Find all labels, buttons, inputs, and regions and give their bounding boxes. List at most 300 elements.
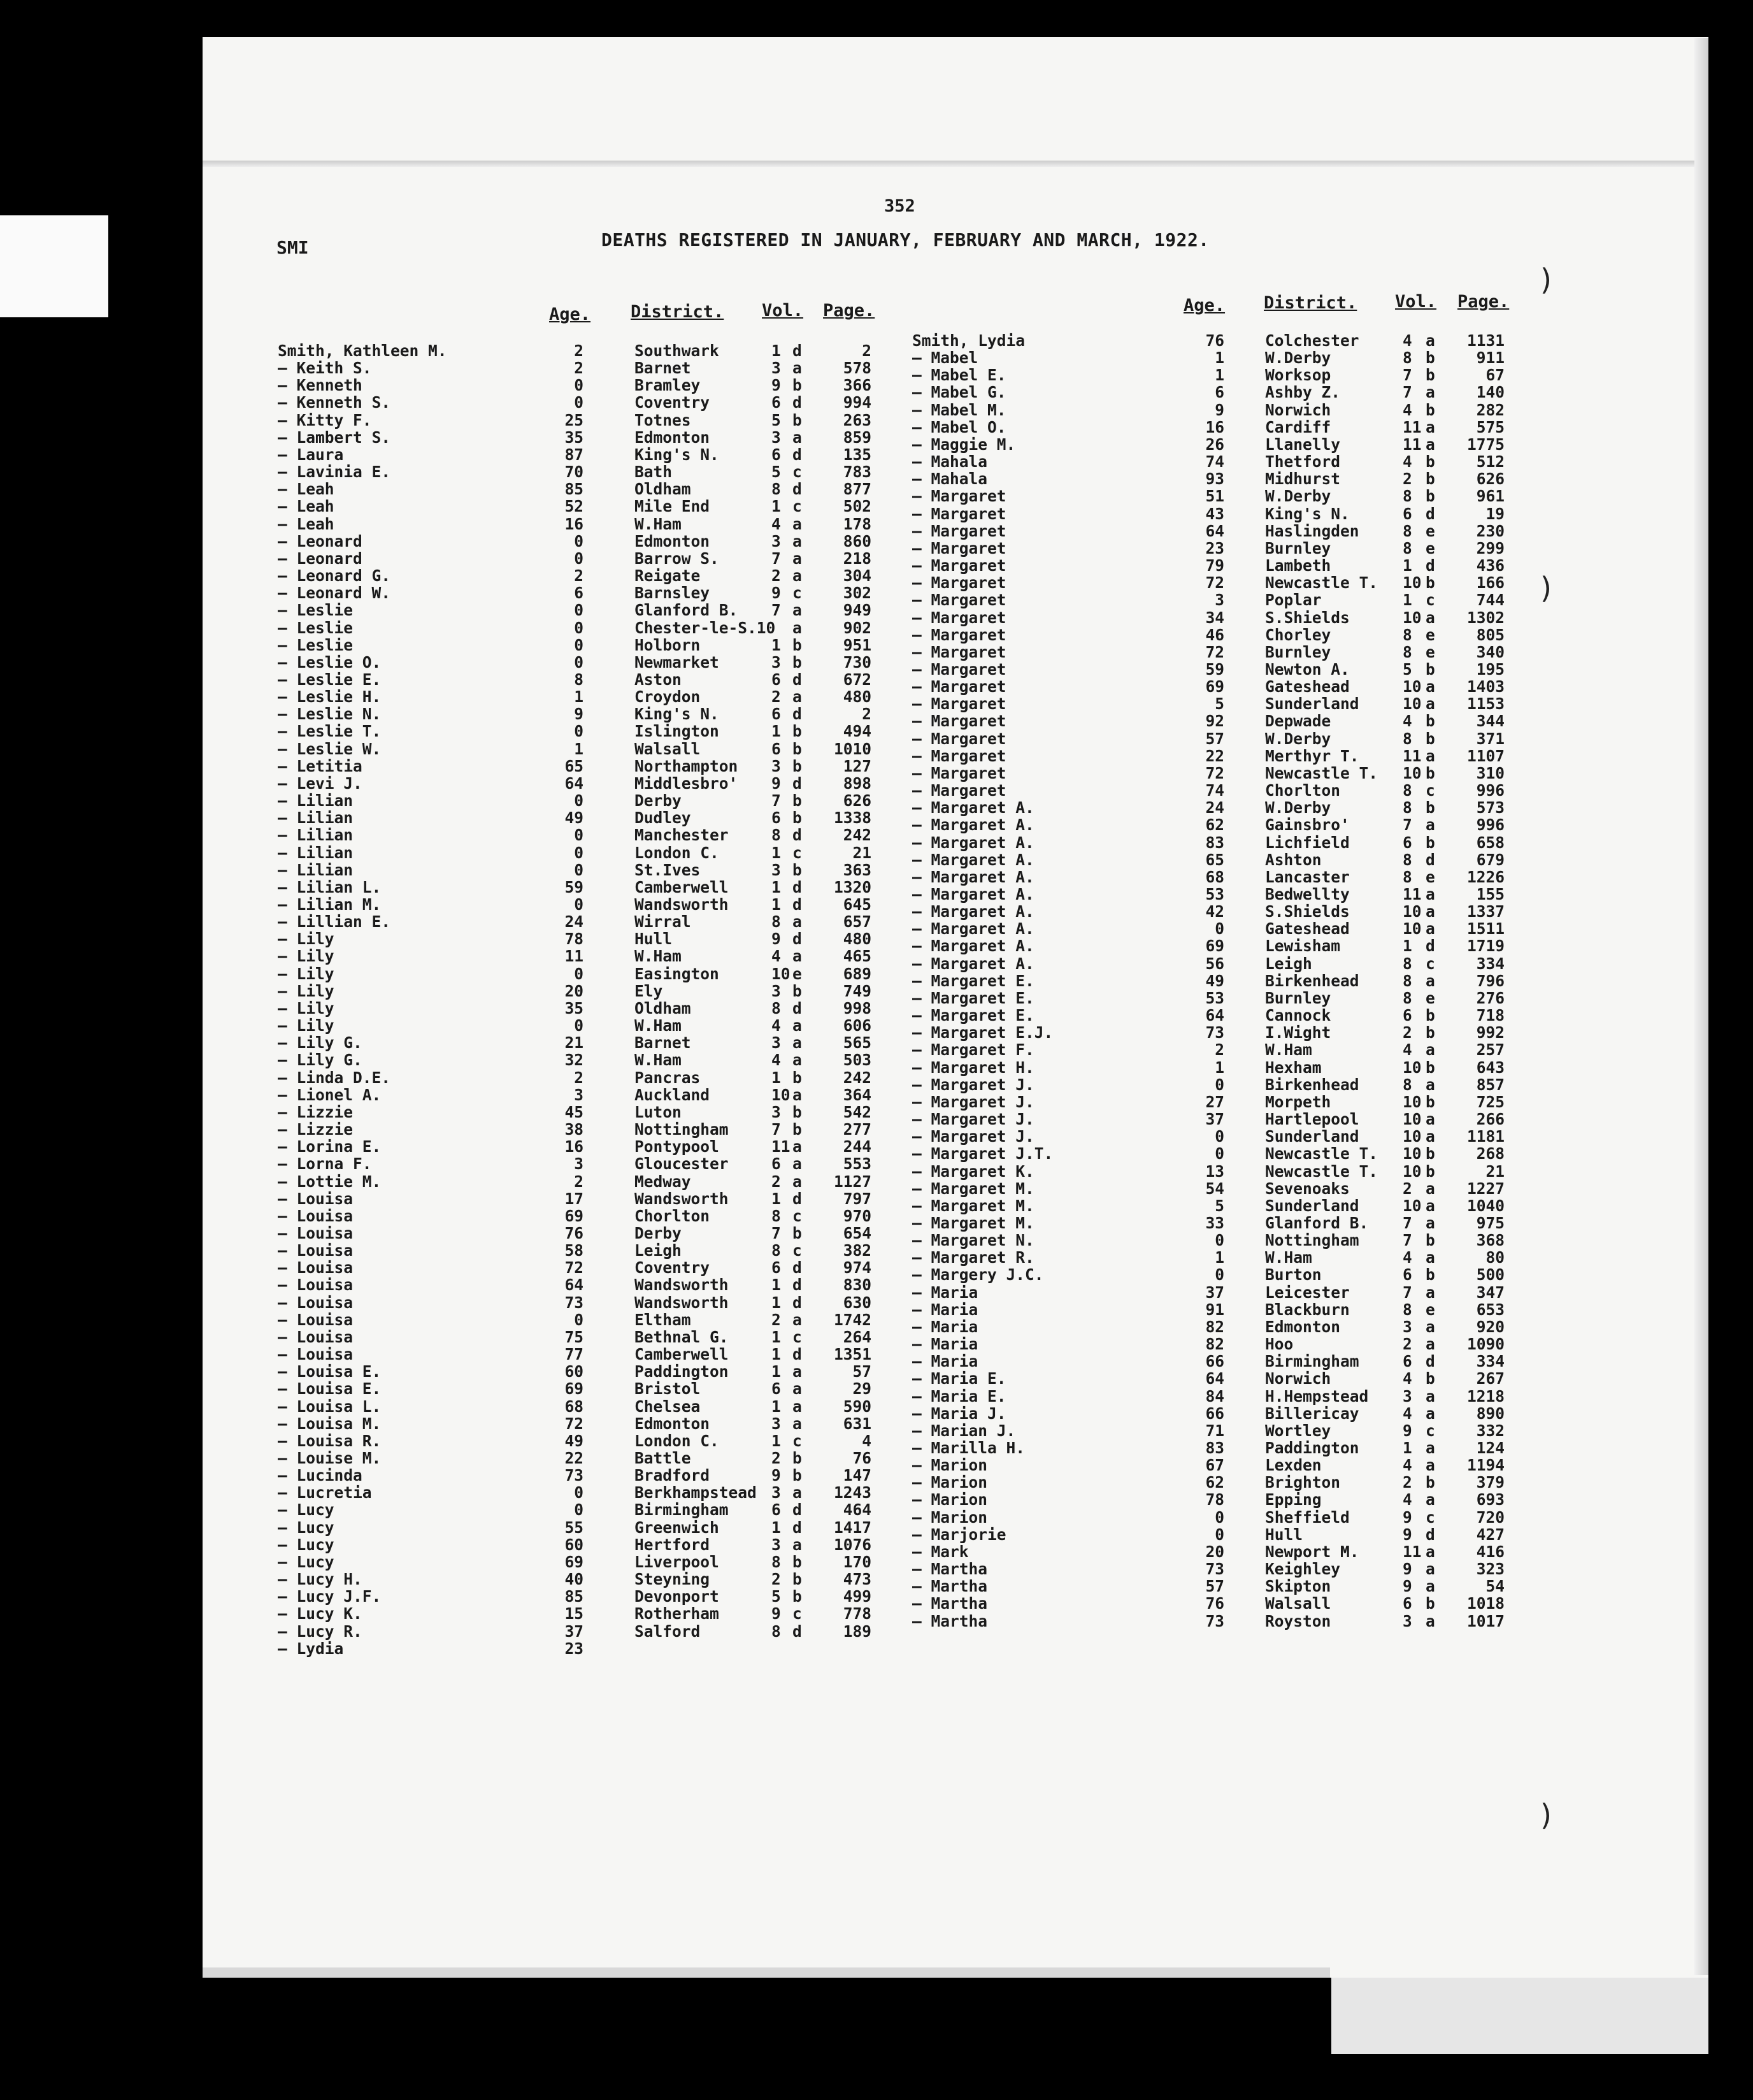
entry-page: 643 (1476, 1058, 1505, 1077)
entry-volx: b (1426, 487, 1435, 506)
entry-name: — Leah (278, 480, 334, 499)
entry-vol: 8 (771, 998, 781, 1018)
entry-name: — Mabel G. (912, 383, 1006, 402)
right-header-page: Page. (1457, 292, 1510, 312)
entry-age: 72 (1205, 642, 1224, 661)
entry-page: 590 (843, 1397, 871, 1416)
entry-age: 55 (564, 1518, 583, 1537)
entry-name: — Leslie W. (278, 739, 382, 758)
entry-age: 0 (1215, 919, 1224, 939)
entry-name: — Margaret (912, 504, 1006, 523)
entry-age: 70 (564, 463, 583, 482)
entry-page: 1403 (1466, 677, 1505, 696)
entry-vol: 9 (771, 1604, 781, 1623)
entry-vol: 7 (1403, 1213, 1412, 1232)
entry-volx: a (1426, 971, 1435, 990)
entry-district: Edmonton (634, 428, 710, 447)
entry-vol: 7 (771, 601, 781, 620)
entry-district: Burton (1265, 1265, 1322, 1284)
entry-vol: 10 (1403, 902, 1422, 921)
entry-vol: 4 (1403, 1404, 1412, 1423)
entry-district: Aston (634, 670, 682, 689)
entry-name: — Margaret (912, 487, 1006, 506)
entry-vol: 7 (1403, 1231, 1412, 1250)
entry-district: Mile End (634, 497, 710, 516)
entry-district: Colchester (1265, 331, 1359, 350)
entry-volx: a (1426, 746, 1435, 765)
entry-name: — Martha (912, 1611, 988, 1630)
entry-vol: 1 (771, 895, 781, 914)
entry-volx: a (1426, 1317, 1435, 1336)
entry-name: — Leslie O. (278, 652, 382, 672)
entry-name: — Louisa E. (278, 1362, 382, 1381)
entry-volx: b (792, 1570, 802, 1589)
entry-vol: 10 (1403, 677, 1422, 696)
entry-page: 323 (1476, 1560, 1505, 1579)
entry-volx: a (792, 1085, 802, 1104)
entry-district: Norwich (1265, 400, 1331, 419)
entry-district: Burnley (1265, 988, 1331, 1007)
entry-volx: e (1426, 625, 1435, 644)
entry-page: 4 (862, 1431, 871, 1450)
entry-age: 56 (1205, 954, 1224, 973)
entry-age: 1 (1215, 366, 1224, 385)
entry-age: 8 (574, 670, 583, 689)
entry-age: 76 (1205, 331, 1224, 350)
entry-vol: 8 (771, 480, 781, 499)
entry-vol: 2 (771, 1449, 781, 1467)
entry-page: 124 (1476, 1439, 1505, 1457)
entry-volx: b (1426, 729, 1435, 748)
entry-volx: b (1426, 452, 1435, 471)
entry-page: 1010 (833, 739, 871, 758)
entry-vol: 6 (771, 670, 781, 689)
entry-volx: a (792, 1310, 802, 1329)
entry-page: 464 (843, 1500, 871, 1520)
entry-volx: b (792, 981, 802, 1000)
entry-page: 725 (1476, 1092, 1505, 1111)
entry-vol: 3 (771, 359, 781, 378)
entry-name: — Margaret (912, 659, 1006, 679)
entry-vol: 11 (1403, 746, 1422, 765)
entry-age: 49 (564, 809, 583, 828)
entry-name: — Louise M. (278, 1449, 382, 1467)
entry-page: 860 (843, 531, 871, 550)
entry-age: 59 (1205, 659, 1224, 679)
entry-name: — Lorina E. (278, 1137, 382, 1156)
entry-page: 783 (843, 463, 871, 482)
punch-hole-mark: ) (1540, 262, 1552, 297)
entry-page: 499 (843, 1587, 871, 1606)
entry-volx: b (792, 1552, 802, 1571)
entry-volx: d (792, 342, 802, 360)
entry-age: 69 (1205, 937, 1224, 956)
entry-name: — Maria (912, 1283, 978, 1302)
entry-volx: a (1426, 383, 1435, 402)
entry-age: 0 (1215, 1144, 1224, 1163)
entry-name: Smith, Kathleen M. (278, 342, 447, 360)
entry-page: 436 (1476, 556, 1505, 575)
entry-volx: a (1426, 1283, 1435, 1302)
entry-page: 998 (843, 998, 871, 1018)
entry-volx: a (792, 566, 802, 586)
entry-vol: 8 (771, 826, 781, 845)
entry-name: — Lily (278, 1016, 334, 1035)
entry-age: 93 (1205, 470, 1224, 489)
entry-age: 0 (574, 601, 583, 620)
entry-vol: 8 (1403, 971, 1412, 990)
entry-vol: 6 (771, 393, 781, 412)
entry-volx: a (1426, 1213, 1435, 1232)
entry-district: Reigate (634, 566, 701, 586)
entry-page: 2 (862, 342, 871, 360)
entry-page: 951 (843, 635, 871, 654)
entry-age: 25 (564, 410, 583, 429)
entry-volx: b (792, 739, 802, 758)
entry-volx: b (1426, 366, 1435, 385)
entry-vol: 8 (1403, 625, 1412, 644)
entry-district: Norwich (1265, 1369, 1331, 1388)
entry-vol: 4 (771, 514, 781, 533)
entry-district: Oldham (634, 998, 691, 1018)
entry-name: — Lizzie (278, 1120, 354, 1139)
entry-name: — Margaret E. (912, 1006, 1034, 1025)
entry-age: 57 (1205, 729, 1224, 748)
entry-vol: 11 (1403, 885, 1422, 903)
entry-page: 1351 (833, 1345, 871, 1364)
entry-vol: 11 (1403, 435, 1422, 454)
entry-district: Islington (634, 722, 719, 741)
entry-volx: a (792, 1414, 802, 1433)
entry-page: 657 (843, 912, 871, 931)
entry-name: Smith, Lydia (912, 331, 1026, 350)
left-header-district: District. (631, 302, 724, 322)
entry-age: 76 (1205, 1594, 1224, 1613)
entry-name: — Leslie H. (278, 687, 382, 707)
entry-page: 626 (843, 791, 871, 810)
entry-age: 3 (574, 1085, 583, 1104)
entry-volx: c (792, 463, 802, 482)
entry-page: 653 (1476, 1300, 1505, 1319)
entry-name: — Louisa (278, 1189, 354, 1208)
entry-age: 40 (564, 1570, 583, 1589)
entry-volx: b (1426, 1473, 1435, 1492)
left-tab (0, 215, 108, 317)
entry-age: 53 (1205, 885, 1224, 903)
entry-name: — Margaret (912, 729, 1006, 748)
entry-district: Barnsley (634, 584, 710, 603)
entry-name: — Margaret A. (912, 919, 1034, 939)
entry-district: Oldham (634, 480, 691, 499)
entry-page: 371 (1476, 729, 1505, 748)
entry-volx: a (792, 514, 802, 533)
entry-page: 744 (1476, 591, 1505, 610)
entry-volx: b (792, 1068, 802, 1087)
entry-name: — Lottie M. (278, 1172, 382, 1191)
entry-district: Coventry (634, 1258, 710, 1277)
entry-age: 5 (1215, 1196, 1224, 1215)
entry-vol: 1 (771, 342, 781, 360)
entry-volx: a (792, 1483, 802, 1502)
entry-name: — Maria (912, 1300, 978, 1319)
entry-page: 1131 (1466, 331, 1505, 350)
entry-name: — Maria J. (912, 1404, 1006, 1423)
entry-volx: d (1426, 556, 1435, 575)
entry-vol: 3 (771, 531, 781, 550)
entry-district: Lewisham (1265, 937, 1341, 956)
entry-age: 35 (564, 998, 583, 1018)
entry-page: 257 (1476, 1040, 1505, 1060)
entry-volx: a (792, 1397, 802, 1416)
entry-age: 85 (564, 480, 583, 499)
entry-page: 465 (843, 947, 871, 966)
entry-age: 66 (1205, 1404, 1224, 1423)
entry-vol: 5 (1403, 659, 1412, 679)
entry-age: 64 (1205, 1006, 1224, 1025)
entry-vol: 4 (1403, 331, 1412, 350)
entry-district: Wortley (1265, 1421, 1331, 1440)
entry-district: Dudley (634, 809, 691, 828)
entry-name: — Louisa M. (278, 1414, 382, 1433)
entry-name: — Maria (912, 1352, 978, 1371)
entry-name: — Margaret (912, 591, 1006, 610)
entry-page: 1040 (1466, 1196, 1505, 1215)
entry-page: 1227 (1466, 1179, 1505, 1198)
entry-age: 0 (1215, 1231, 1224, 1250)
entry-volx: a (1426, 902, 1435, 921)
entry-volx: c (1426, 1507, 1435, 1527)
entry-district: Worksop (1265, 366, 1331, 385)
entry-name: — Margaret J. (912, 1127, 1034, 1146)
entry-vol: 8 (1403, 729, 1412, 748)
entry-district: Burnley (1265, 642, 1331, 661)
entry-district: Liverpool (634, 1552, 719, 1571)
entry-age: 57 (1205, 1577, 1224, 1596)
entry-page: 494 (843, 722, 871, 741)
entry-vol: 10 (1403, 1196, 1422, 1215)
entry-age: 1 (1215, 1058, 1224, 1077)
entry-volx: e (1426, 1300, 1435, 1319)
entry-volx: a (792, 531, 802, 550)
entry-volx: b (1426, 400, 1435, 419)
entry-age: 74 (1205, 781, 1224, 800)
entry-name: — Leonard G. (278, 566, 391, 586)
entry-name: — Margaret J. (912, 1075, 1034, 1094)
entry-age: 91 (1205, 1300, 1224, 1319)
entry-district: W.Derby (1265, 798, 1331, 817)
entry-volx: b (792, 1466, 802, 1485)
entry-district: Lancaster (1265, 867, 1350, 886)
entry-volx: d (792, 1518, 802, 1537)
entry-name: — Linda D.E. (278, 1068, 391, 1087)
entry-age: 46 (1205, 625, 1224, 644)
entry-age: 37 (564, 1622, 583, 1641)
entry-volx: b (1426, 1265, 1435, 1284)
entry-page: 244 (843, 1137, 871, 1156)
entry-age: 66 (1205, 1352, 1224, 1371)
entry-name: — Letitia (278, 756, 362, 775)
entry-volx: d (792, 826, 802, 845)
entry-vol: 9 (1403, 1507, 1412, 1527)
entry-vol: 7 (1403, 366, 1412, 385)
entry-vol: 8 (1403, 642, 1412, 661)
entry-vol: 7 (1403, 1283, 1412, 1302)
entry-page: 155 (1476, 885, 1505, 903)
entry-volx: b (792, 635, 802, 654)
entry-name: — Lilian M. (278, 895, 382, 914)
entry-vol: 1 (771, 1397, 781, 1416)
entry-volx: b (792, 860, 802, 879)
entry-name: — Margaret (912, 521, 1006, 540)
entry-district: Wandsworth (634, 1293, 729, 1312)
entry-vol: 1 (771, 1276, 781, 1295)
entry-page: 1417 (833, 1518, 871, 1537)
entry-page: 626 (1476, 470, 1505, 489)
entry-name: — Lucy (278, 1518, 334, 1537)
entry-volx: d (1426, 937, 1435, 956)
entry-age: 85 (564, 1587, 583, 1606)
entry-district: Leicester (1265, 1283, 1350, 1302)
entry-page: 512 (1476, 452, 1505, 471)
entry-page: 21 (1485, 1161, 1505, 1181)
entry-district: W.Derby (1265, 349, 1331, 368)
entry-vol: 3 (771, 1102, 781, 1121)
entry-name: — Louisa (278, 1310, 354, 1329)
entry-page: 310 (1476, 763, 1505, 782)
entry-district: Hull (1265, 1525, 1303, 1544)
entry-age: 42 (1205, 902, 1224, 921)
entry-volx: c (1426, 954, 1435, 973)
entry-volx: d (792, 1189, 802, 1208)
entry-volx: b (1426, 1369, 1435, 1388)
entry-age: 60 (564, 1362, 583, 1381)
entry-vol: 1 (1403, 1439, 1412, 1457)
entry-vol: 3 (1403, 1386, 1412, 1406)
entry-page: 19 (1485, 504, 1505, 523)
entry-vol: 4 (1403, 1490, 1412, 1509)
entry-age: 22 (564, 1449, 583, 1467)
entry-vol: 10 (1403, 1127, 1422, 1146)
entry-page: 277 (843, 1120, 871, 1139)
entry-volx: d (792, 670, 802, 689)
entry-vol: 2 (771, 1570, 781, 1589)
entry-name: — Maggie M. (912, 435, 1016, 454)
entry-volx: a (792, 1379, 802, 1399)
entry-page: 332 (1476, 1421, 1505, 1440)
entry-age: 3 (574, 1154, 583, 1174)
entry-volx: a (1426, 1439, 1435, 1457)
entry-district: Birkenhead (1265, 1075, 1359, 1094)
entry-district: Bradford (634, 1466, 710, 1485)
entry-name: — Margaret A. (912, 798, 1034, 817)
entry-district: Newcastle T. (1265, 763, 1378, 782)
entry-name: — Mabel E. (912, 366, 1006, 385)
entry-age: 37 (1205, 1283, 1224, 1302)
entry-page: 975 (1476, 1213, 1505, 1232)
entry-name: — Margaret (912, 781, 1006, 800)
entry-district: Chelsea (634, 1397, 701, 1416)
entry-district: Merthyr T. (1265, 746, 1359, 765)
entry-district: Birmingham (634, 1500, 729, 1520)
entry-page: 382 (843, 1241, 871, 1260)
entry-age: 51 (1205, 487, 1224, 506)
entry-age: 11 (564, 947, 583, 966)
entry-district: Nottingham (634, 1120, 729, 1139)
entry-district: Berkhampstead (634, 1483, 757, 1502)
entry-district: Sheffield (1265, 1507, 1350, 1527)
entry-age: 37 (1205, 1110, 1224, 1129)
entry-vol: 4 (1403, 712, 1412, 731)
entry-volx: e (1426, 521, 1435, 540)
entry-vol: 3 (771, 981, 781, 1000)
entry-volx: b (1426, 833, 1435, 852)
entry-name: — Margaret M. (912, 1196, 1034, 1215)
entry-vol: 7 (1403, 383, 1412, 402)
entry-district: Lexden (1265, 1456, 1322, 1475)
entry-page: 565 (843, 1033, 871, 1053)
entry-district: Newcastle T. (1265, 1144, 1378, 1163)
entry-age: 20 (1205, 1542, 1224, 1561)
entry-volx: a (792, 549, 802, 568)
entry-name: — Louisa (278, 1345, 354, 1364)
entry-page: 334 (1476, 954, 1505, 973)
entry-district: Camberwell (634, 1345, 729, 1364)
entry-district: Llanelly (1265, 435, 1341, 454)
entry-vol: 8 (1403, 349, 1412, 368)
entry-age: 87 (564, 445, 583, 464)
entry-vol: 3 (771, 652, 781, 672)
entry-vol: 5 (771, 1587, 781, 1606)
entry-vol: 6 (1403, 1594, 1412, 1613)
entry-vol: 2 (771, 1172, 781, 1191)
entry-page: 1337 (1466, 902, 1505, 921)
entry-age: 69 (1205, 677, 1224, 696)
entry-vol: 8 (1403, 954, 1412, 973)
entry-name: — Keith S. (278, 359, 372, 378)
entry-name: — Marilla H. (912, 1439, 1026, 1457)
entry-age: 73 (1205, 1560, 1224, 1579)
entry-district: Northampton (634, 756, 738, 775)
entry-age: 2 (574, 1172, 583, 1191)
entry-vol: 1 (1403, 591, 1412, 610)
entry-district: Derby (634, 1223, 682, 1242)
entry-name: — Margaret A. (912, 833, 1034, 852)
entry-name: — Leonard (278, 549, 362, 568)
entry-name: — Margaret M. (912, 1213, 1034, 1232)
entry-vol: 7 (771, 1120, 781, 1139)
entry-district: Sunderland (1265, 1127, 1359, 1146)
entry-district: Leigh (634, 1241, 682, 1260)
entry-volx: c (792, 497, 802, 516)
entry-volx: b (1426, 798, 1435, 817)
entry-name: — Lucy (278, 1535, 334, 1554)
entry-age: 32 (564, 1051, 583, 1070)
entry-district: W.Derby (1265, 487, 1331, 506)
entry-district: S.Shields (1265, 608, 1350, 627)
entry-name: — Martha (912, 1560, 988, 1579)
entry-volx: d (792, 480, 802, 499)
entry-age: 82 (1205, 1317, 1224, 1336)
entry-name: — Margaret (912, 556, 1006, 575)
entry-vol: 2 (771, 1310, 781, 1329)
entry-district: Bristol (634, 1379, 701, 1399)
entry-volx: b (792, 791, 802, 810)
entry-age: 59 (564, 877, 583, 896)
entry-age: 23 (564, 1639, 583, 1658)
entry-vol: 6 (1403, 833, 1412, 852)
entry-age: 64 (564, 773, 583, 793)
entry-volx: a (1426, 1404, 1435, 1423)
